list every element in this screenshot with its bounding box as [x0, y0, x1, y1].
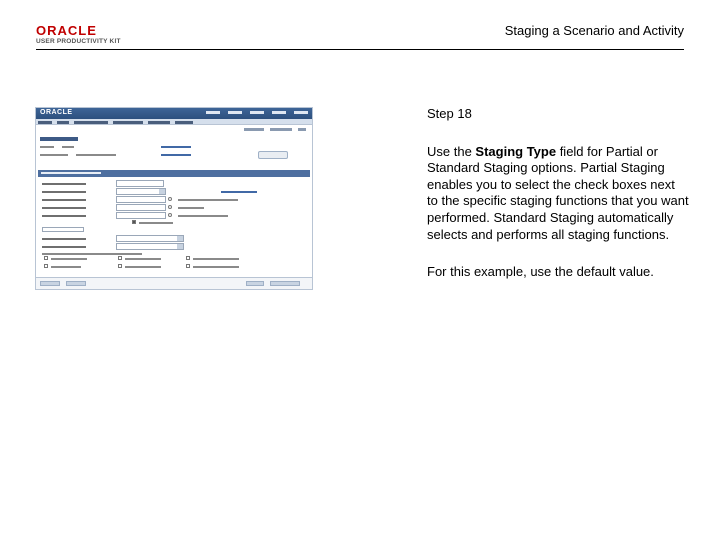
screenshot-staging-type-dropdown: [116, 235, 184, 242]
screenshot-run-button: [258, 151, 288, 159]
step-note: For this example, use the default value.: [427, 264, 654, 280]
staging-type-term: Staging Type: [475, 143, 557, 159]
step-number: Step 18: [427, 106, 472, 121]
instruction-panel: [427, 106, 689, 302]
header-divider: [36, 49, 684, 50]
screenshot-menu-bar: [36, 119, 312, 125]
logo-subtitle: USER PRODUCTIVITY KIT: [36, 38, 121, 45]
screenshot-page-heading: [40, 137, 78, 141]
application-screenshot: [35, 107, 313, 290]
step-instruction: Use the Staging Type field for Partial or Standard Staging options. Partial Staging enables you to select the check boxes next to the specific staging functions that you want performed. Standard Staging automatically selects and performs all staging functions.: [427, 143, 689, 242]
screenshot-logo: ORACLE: [40, 109, 73, 116]
logo-wordmark: ORACLE: [36, 23, 97, 38]
screenshot-top-links: [206, 111, 308, 114]
screenshot-section-header: [38, 170, 310, 177]
screenshot-page-tools: [244, 128, 306, 131]
oracle-upk-logo: [36, 24, 126, 46]
screenshot-footer-toolbar: [36, 277, 312, 289]
page-title: Staging a Scenario and Activity: [504, 23, 684, 38]
screenshot-banner: [36, 108, 312, 119]
